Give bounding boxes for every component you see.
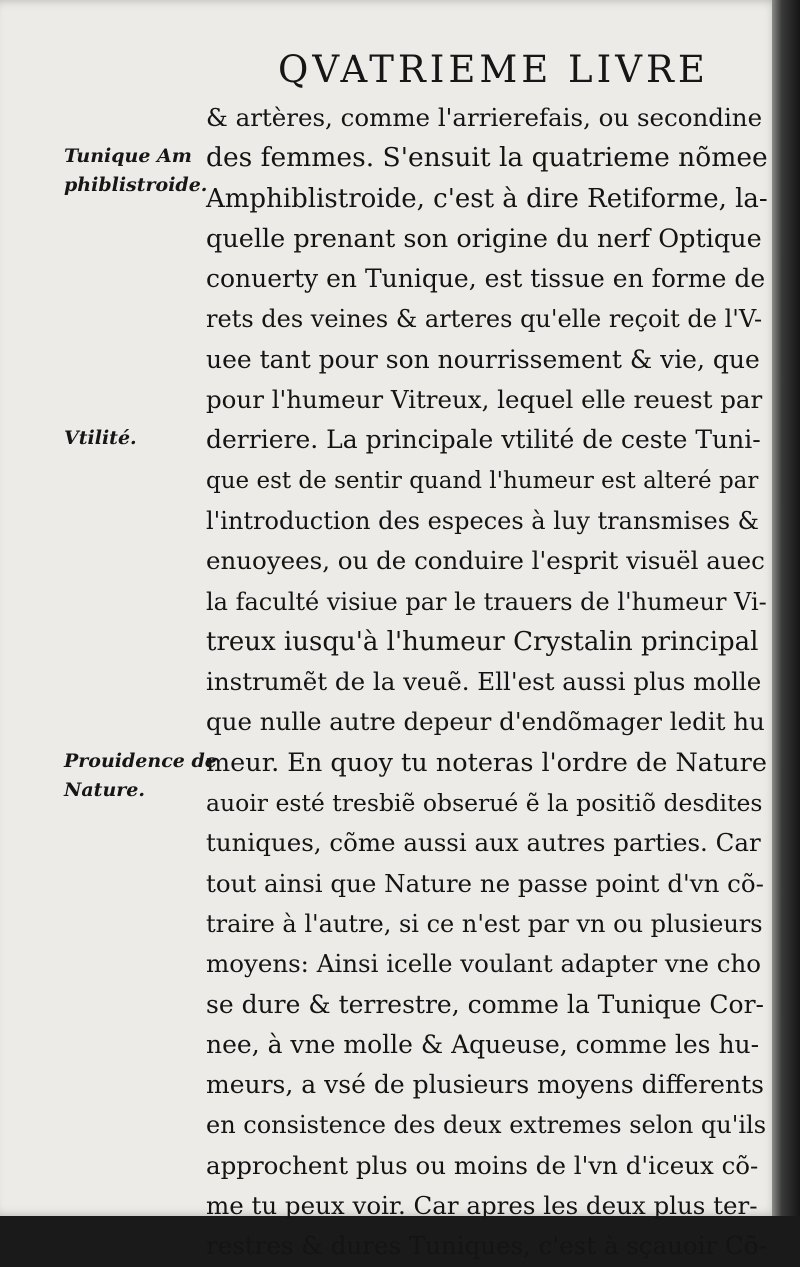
body-text [64,98,768,1267]
margin-note: Prouidence de [64,749,217,772]
text-line: Amphiblistroide, c'est à dire Retiforme, la- [206,183,768,214]
margin-note: Nature. [64,778,145,801]
running-header: QVATRIEME LIVRE [278,48,709,91]
margin-note: Tunique Am [64,145,192,168]
page-edge-shadow [772,0,800,1216]
text-line: l'introduction des especes à luy transmises & [206,506,759,535]
text-line: auoir esté tresbiẽ obserué ẽ la positiõ desdites [206,789,763,818]
text-line: quelle prenant son origine du nerf Optique [206,223,762,254]
text-line: me tu peux voir. Car apres les deux plus ter- [206,1191,758,1221]
text-line: derriere. La principale vtilité de ceste Tuni- [206,425,761,455]
text-line: approchent plus ou moins de l'vn d'iceux cõ- [206,1150,759,1180]
text-line: enuoyees, ou de conduire l'esprit visuël auec [206,546,765,576]
text-line: meurs, a vsé de plusieurs moyens differents [206,1070,764,1100]
text-line: nee, à vne molle & Aqueuse, comme les hu- [206,1029,760,1059]
text-line: en consistence des deux extremes selon qu'ils [206,1111,767,1140]
text-line: uee tant pour son nourrissement & vie, que [206,344,760,374]
text-line: treux iusqu'à l'humeur Crystalin principal [206,626,759,657]
text-line: pour l'humeur Vitreux, lequel elle reuest par [206,385,763,415]
text-line: que nulle autre depeur d'endõmager ledit hu [206,707,765,737]
text-line: que est de sentir quand l'humeur est alteré par [206,467,759,494]
text-line: instrumẽt de la veuẽ. Ell'est aussi plus molle [206,667,762,697]
text-line: traire à l'autre, si ce n'est par vn ou plusieurs [206,909,763,938]
text-line: moyens: Ainsi icelle voulant adapter vne cho [206,949,762,979]
text-line: tout ainsi que Nature ne passe point d'vn cõ- [206,868,764,898]
text-line: conuerty en Tunique, est tissue en forme de [206,264,766,294]
text-line: la faculté visiue par le trauers de l'humeur Vi- [206,587,767,616]
text-line: se dure & terrestre, comme la Tunique Cor- [206,989,764,1019]
text-line: meur. En quoy tu noteras l'ordre de Nature [206,747,767,778]
text-line: & artères, comme l'arrierefais, ou secondine [206,103,763,132]
text-line: rets des veines & arteres qu'elle reçoit de l'V- [206,305,763,334]
margin-note: phiblistroide. [64,174,208,197]
text-line: tuniques, cõme aussi aux autres parties. Car [206,828,761,858]
text-line: des femmes. S'ensuit la quatrieme nõmee [206,142,768,174]
text-line: restres & dures Tuniques, c'est à sçauoir Cõ- [206,1231,767,1261]
margin-note: Vtilité. [64,427,137,450]
